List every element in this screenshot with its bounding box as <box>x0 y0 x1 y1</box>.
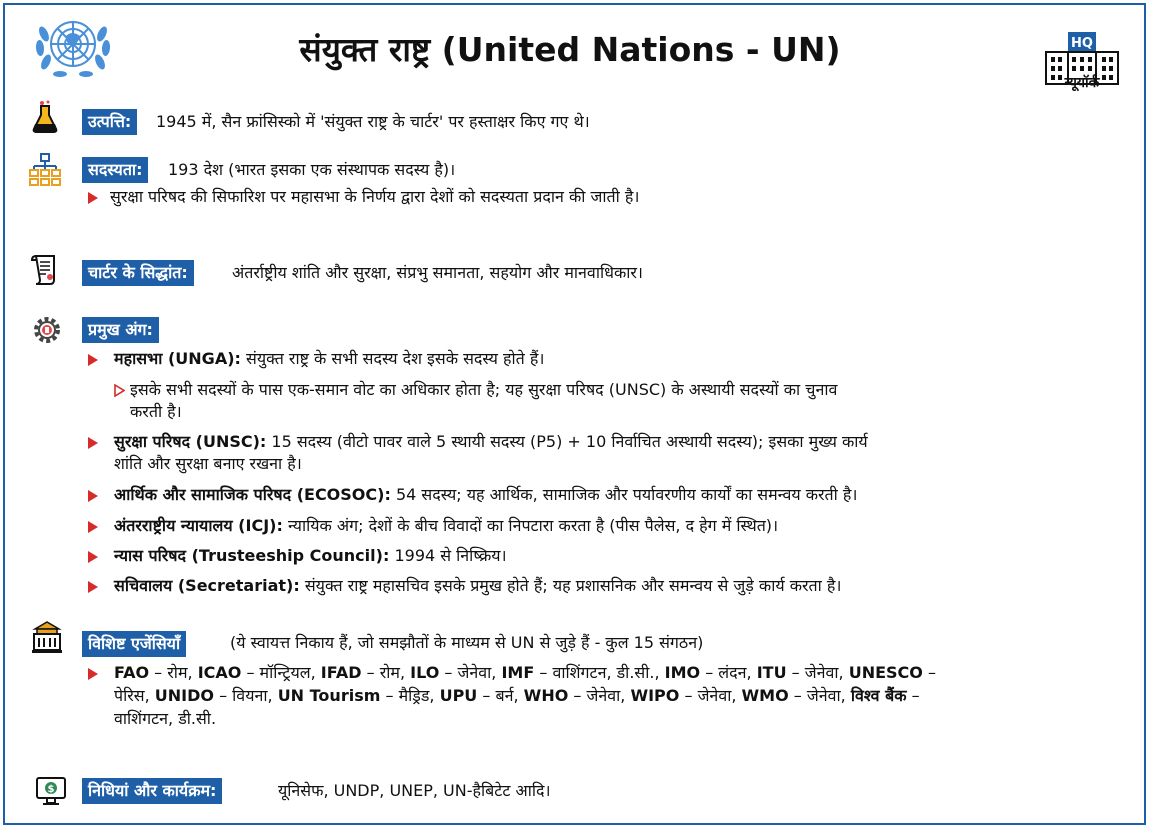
agency-location: – मॉन्ट्रियल, <box>241 663 321 682</box>
funds-text: यूनिसेफ, UNDP, UNEP, UN-हैबिटेट आदि। <box>278 781 551 800</box>
organ-icj-text: न्यायिक अंग; देशों के बीच विवादों का निपटारा करता है (पीस पैलेस, द हेग में स्थित)। <box>287 516 779 535</box>
agency-name: UNESCO <box>848 663 923 682</box>
organ-ecosoc <box>114 484 857 506</box>
agency-location: – जेनेवा, <box>439 663 502 682</box>
agency-location: – <box>906 686 920 705</box>
agency-location: – जेनेवा, <box>568 686 631 705</box>
agency-location: – मैड्रिड, <box>380 686 440 705</box>
organ-unsc-line2: शांति और सुरक्षा बनाए रखना है। <box>114 454 302 473</box>
agency-building-icon <box>30 620 64 654</box>
agency-name: IMF <box>501 663 535 682</box>
agency-name: WHO <box>523 686 569 705</box>
organ-unga-sub-line2: करती है। <box>130 402 182 421</box>
membership-text: 193 देश (भारत इसका एक संस्थापक सदस्य है)। <box>168 160 456 179</box>
organ-unga-name: महासभा (UNGA): <box>114 349 241 368</box>
agency-location: – बर्न, <box>477 686 524 705</box>
agency-name: ILO <box>410 663 440 682</box>
bullet-icon <box>88 490 98 502</box>
organ-unga-sub-line1: इसके सभी सदस्यों के पास एक-समान वोट का अधिकार होता है; यह सुरक्षा परिषद (UNSC) के अस्थायी सदस्यों का चुनाव <box>130 380 838 399</box>
charter-text: अंतर्राष्ट्रीय शांति और सुरक्षा, संप्रभु समानता, सहयोग और मानवाधिकार। <box>232 263 643 282</box>
bullet-icon <box>88 581 98 593</box>
organ-ecosoc-text: 54 सदस्य; यह आर्थिक, सामाजिक और पर्यावरणीय कार्यों का समन्वय करती है। <box>395 485 858 504</box>
organ-unsc <box>114 431 868 453</box>
organ-sec-name: सचिवालय (Secretariat): <box>114 576 300 595</box>
organ-trust-name: न्यास परिषद (Trusteeship Council): <box>114 546 390 565</box>
hq-badge: HQ <box>1071 36 1093 51</box>
bullet-icon <box>88 521 98 533</box>
organs-label: प्रमुख अंग: <box>82 317 159 343</box>
agency-name: WMO <box>741 686 789 705</box>
bullet-icon <box>88 437 98 449</box>
agency-name: FAO <box>114 663 150 682</box>
membership-bullet: सुरक्षा परिषद की सिफारिश पर महासभा के निर्णय द्वारा देशों को सदस्यता प्रदान की जाती है। <box>110 187 640 206</box>
origin-text: 1945 में, सैन फ्रांसिस्को में 'संयुक्त राष्ट्र के चार्टर' पर हस्ताक्षर किए गए थे। <box>156 112 590 131</box>
bullet-icon <box>88 192 98 204</box>
agency-location: – लंदन, <box>700 663 757 682</box>
agency-name: UPU <box>439 686 478 705</box>
agency-location: – रोम, <box>149 663 198 682</box>
agency-location: – जेनेवा, <box>679 686 742 705</box>
organ-sec-text: संयुक्त राष्ट्र महासचिव इसके प्रमुख होते हैं; यह प्रशासनिक और समन्वय से जुड़े कार्य करता है। <box>304 576 842 595</box>
agency-name: IMO <box>664 663 701 682</box>
organ-icj-name: अंतरराष्ट्रीय न्यायालय (ICJ): <box>114 516 283 535</box>
un-emblem-icon <box>30 8 116 82</box>
gear-icon <box>30 313 64 347</box>
agency-name: IFAD <box>320 663 362 682</box>
agency-location: – वियना, <box>213 686 278 705</box>
organ-unsc-name: सुरक्षा परिषद (UNSC): <box>114 432 267 451</box>
agencies-line2 <box>114 685 920 707</box>
agency-location: – <box>922 663 936 682</box>
money-monitor-icon <box>34 774 68 808</box>
membership-label: सदस्यता: <box>82 157 148 183</box>
organ-unsc-text: 15 सदस्य (वीटो पावर वाले 5 स्थायी सदस्य (P5) + 10 निर्वाचित अस्थायी सदस्य); इसका मुख्य कार्य <box>271 432 868 451</box>
organ-unga-text: संयुक्त राष्ट्र के सभी सदस्य देश इसके सदस्य होते हैं। <box>246 349 545 368</box>
agency-location: पेरिस, <box>114 686 155 705</box>
bullet-icon <box>88 551 98 563</box>
agency-location: – वाशिंगटन, डी.सी., <box>534 663 665 682</box>
bullet-icon <box>88 668 98 680</box>
organ-unga <box>114 348 544 370</box>
charter-label: चार्टर के सिद्धांत: <box>82 260 194 286</box>
agency-name: UN Tourism <box>277 686 381 705</box>
flask-icon <box>28 100 62 134</box>
organ-secretariat <box>114 575 841 597</box>
agency-name: ICAO <box>197 663 242 682</box>
org-chart-icon <box>28 152 62 186</box>
agency-location: – रोम, <box>361 663 411 682</box>
agency-name: ITU <box>756 663 787 682</box>
scroll-icon <box>28 252 62 286</box>
bullet-icon <box>88 354 98 366</box>
agency-location: – जेनेवा, <box>786 663 849 682</box>
agency-name: UNIDO <box>154 686 214 705</box>
agency-name: WIPO <box>630 686 680 705</box>
agencies-line3: वाशिंगटन, डी.सी. <box>114 709 217 728</box>
agencies-intro: (ये स्वायत्त निकाय हैं, जो समझौतों के माध्यम से UN से जुड़े हैं - कुल 15 संगठन) <box>230 633 704 652</box>
organ-trust-text: 1994 से निष्क्रिय। <box>394 546 507 565</box>
organ-trusteeship <box>114 545 507 567</box>
agencies-line1 <box>114 662 936 684</box>
organ-ecosoc-name: आर्थिक और सामाजिक परिषद (ECOSOC): <box>114 485 391 504</box>
hq-city: न्यूयॉर्क <box>1064 75 1100 91</box>
agencies-label: विशिष्ट एजेंसियाँ <box>82 631 186 657</box>
page-title: संयुक्त राष्ट्र (United Nations - UN) <box>299 30 841 69</box>
funds-label: निधियां और कार्यक्रम: <box>82 778 222 804</box>
agency-location: – जेनेवा, <box>788 686 851 705</box>
agency-name: विश्व बैंक <box>850 686 907 705</box>
organ-icj <box>114 515 778 537</box>
origin-label: उत्पत्ति: <box>82 109 137 135</box>
sub-bullet-icon <box>114 384 125 397</box>
svg-text:$: $ <box>47 784 55 795</box>
